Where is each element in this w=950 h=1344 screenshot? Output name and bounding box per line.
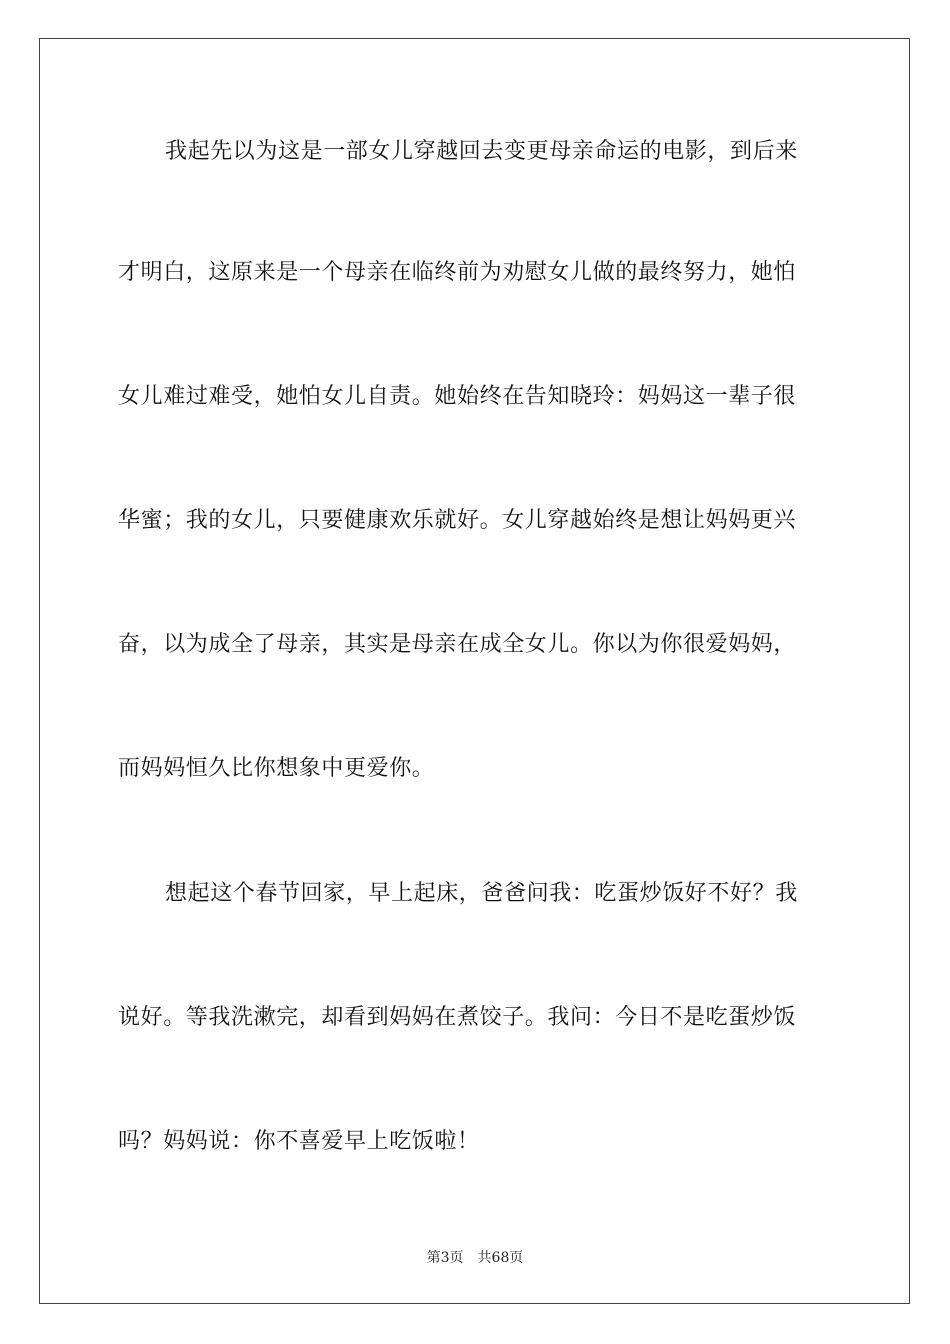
paragraph-1-line-1: 我起先以为这是一部女儿穿越回去变更母亲命运的电影，到后来 — [165, 139, 798, 164]
page-number: 第3页 — [426, 1250, 464, 1266]
paragraph-1-line-3: 女儿难过难受，她怕女儿自责。她始终在告知晓玲：妈妈这一辈子很 — [118, 384, 797, 409]
paragraph-1-line-5: 奋，以为成全了母亲，其实是母亲在成全女儿。你以为你很爱妈妈， — [118, 632, 797, 657]
paragraph-2-line-3: 吗？妈妈说：你不喜爱早上吃饭啦！ — [118, 1129, 480, 1154]
page-border — [39, 38, 910, 1304]
paragraph-2-line-2: 说好。等我洗漱完，却看到妈妈在煮饺子。我问：今日不是吃蛋炒饭 — [118, 1005, 797, 1030]
page-footer — [0, 1248, 950, 1268]
page-total: 共68页 — [477, 1250, 524, 1266]
paragraph-1-line-2: 才明白，这原来是一个母亲在临终前为劝慰女儿做的最终努力，她怕 — [118, 260, 797, 285]
paragraph-1-line-6: 而妈妈恒久比你想象中更爱你。 — [118, 756, 435, 781]
paragraph-1-line-4: 华蜜；我的女儿，只要健康欢乐就好。女儿穿越始终是想让妈妈更兴 — [118, 508, 797, 533]
paragraph-2-line-1: 想起这个春节回家，早上起床，爸爸问我：吃蛋炒饭好不好？我 — [165, 881, 798, 906]
